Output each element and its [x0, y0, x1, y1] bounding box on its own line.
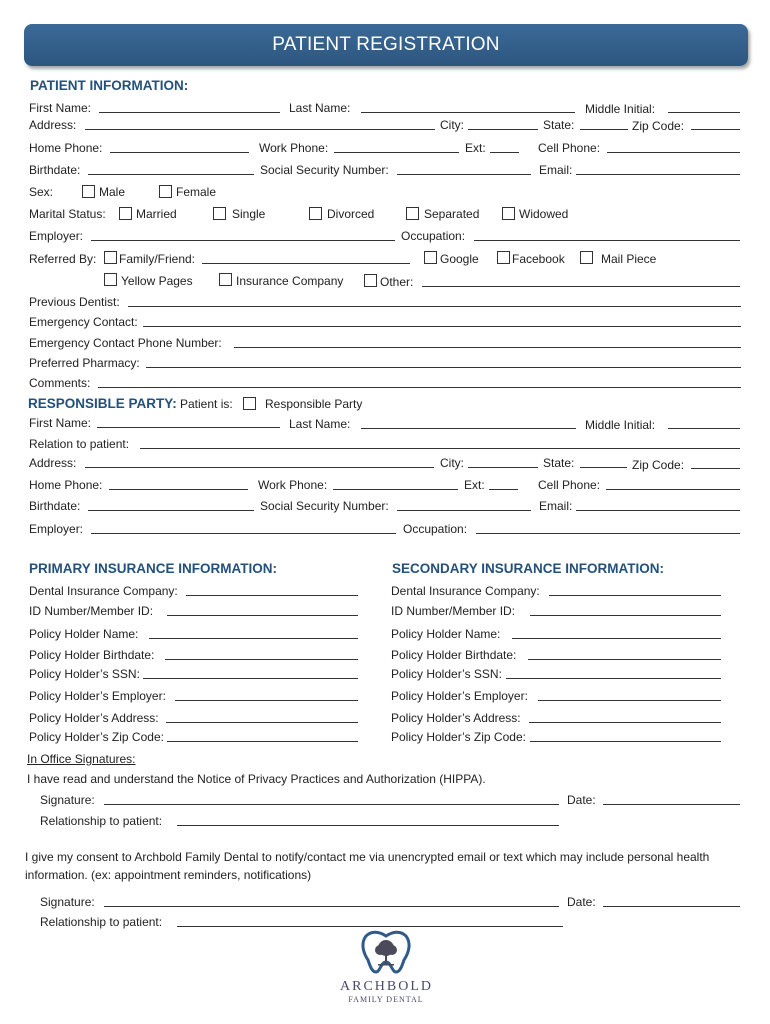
referred-by-label: Referred By: — [29, 252, 97, 266]
cell-phone-field[interactable] — [607, 152, 740, 153]
rp-occupation-field[interactable] — [476, 533, 740, 534]
google-label: Google — [440, 252, 479, 266]
rp-state-field[interactable] — [580, 467, 627, 468]
employer-label: Employer: — [29, 229, 84, 243]
primary-dental-company-field[interactable] — [186, 595, 358, 596]
insurance-company-label: Insurance Company — [236, 274, 344, 288]
previous-dentist-field[interactable] — [128, 306, 741, 307]
yellow-pages-checkbox[interactable] — [104, 273, 117, 286]
page-banner — [24, 24, 748, 66]
secondary-dental-company-field[interactable] — [549, 595, 721, 596]
single-checkbox[interactable] — [213, 207, 226, 220]
single-label: Single — [232, 207, 266, 221]
primary-holder-name-field[interactable] — [149, 638, 358, 639]
consent-relationship-field[interactable] — [177, 926, 563, 927]
middle-initial-field[interactable] — [668, 112, 740, 113]
rp-cell-phone-field[interactable] — [606, 489, 740, 490]
rp-ext-field[interactable] — [489, 489, 518, 490]
last-name-field[interactable] — [361, 112, 575, 113]
rp-middle-initial-field[interactable] — [668, 428, 740, 429]
rp-zip-label: Zip Code: — [632, 458, 685, 472]
employer-field[interactable] — [91, 240, 395, 241]
hippa-date-field[interactable] — [603, 804, 740, 805]
occupation-field[interactable] — [474, 240, 740, 241]
rp-birthdate-field[interactable] — [88, 510, 254, 511]
birthdate-label: Birthdate: — [29, 163, 81, 177]
tooth-tree-icon — [358, 930, 414, 974]
rp-home-phone-label: Home Phone: — [29, 478, 103, 492]
secondary-field-label: Policy Holder’s SSN: — [391, 667, 502, 681]
female-label: Female — [176, 185, 217, 199]
emergency-contact-field[interactable] — [143, 326, 741, 327]
female-checkbox[interactable] — [159, 185, 172, 198]
rp-city-field[interactable] — [468, 467, 538, 468]
logo-subtitle: FAMILY DENTAL — [348, 995, 424, 1004]
insurance-company-checkbox[interactable] — [219, 273, 232, 286]
family-friend-field[interactable] — [202, 263, 410, 264]
primary-holder-ssn-field[interactable] — [143, 678, 358, 679]
secondary-holder-ssn-field[interactable] — [506, 678, 721, 679]
male-checkbox[interactable] — [82, 185, 95, 198]
consent-statement: I give my consent to Archbold Family Dental to notify/contact me via unencrypted email or text which may include personal health information. (ex: appointment reminders, notifications) — [25, 850, 710, 882]
relationship-label: Relationship to patient: — [40, 814, 163, 828]
first-name-label: First Name: — [29, 101, 92, 115]
sex-label: Sex: — [29, 185, 54, 199]
hippa-statement: I have read and understand the Notice of Privacy Practices and Authorization (HIPPA). — [27, 772, 486, 786]
responsible-party-checkbox[interactable] — [243, 397, 256, 410]
yellow-pages-label: Yellow Pages — [121, 274, 193, 288]
primary-field-label: Policy Holder’s Address: — [29, 711, 159, 725]
divorced-label: Divorced — [327, 207, 375, 221]
ssn-field[interactable] — [397, 174, 531, 175]
signature-label: Signature: — [40, 895, 95, 909]
divorced-checkbox[interactable] — [309, 207, 322, 220]
rp-work-phone-label: Work Phone: — [258, 478, 328, 492]
secondary-field-label: Dental Insurance Company: — [391, 584, 540, 598]
other-label: Other: — [380, 275, 414, 289]
responsible-party-heading: RESPONSIBLE PARTY: — [28, 396, 177, 411]
primary-holder-zip-field[interactable] — [167, 741, 358, 742]
rp-email-field[interactable] — [576, 510, 740, 511]
rp-birthdate-label: Birthdate: — [29, 499, 81, 513]
comments-label: Comments: — [29, 376, 91, 390]
secondary-holder-employer-field[interactable] — [538, 700, 721, 701]
rp-relation-label: Relation to patient: — [29, 437, 130, 451]
rp-ssn-field[interactable] — [397, 510, 531, 511]
rp-home-phone-field[interactable] — [109, 489, 248, 490]
rp-first-name-label: First Name: — [29, 416, 92, 430]
previous-dentist-label: Previous Dentist: — [29, 295, 120, 309]
primary-holder-birthdate-field[interactable] — [165, 659, 358, 660]
rp-ssn-label: Social Security Number: — [260, 499, 389, 513]
family-friend-checkbox[interactable] — [104, 251, 117, 264]
secondary-field-label: Policy Holder’s Employer: — [391, 689, 528, 703]
emergency-phone-label: Emergency Contact Phone Number: — [29, 336, 222, 350]
primary-field-label: Dental Insurance Company: — [29, 584, 178, 598]
primary-holder-employer-field[interactable] — [175, 700, 358, 701]
facebook-label: Facebook — [512, 252, 565, 266]
primary-field-label: Policy Holder Name: — [29, 627, 139, 641]
widowed-label: Widowed — [519, 207, 569, 221]
emergency-phone-field[interactable] — [234, 347, 741, 348]
work-phone-field[interactable] — [334, 152, 459, 153]
primary-field-label: Policy Holder’s Employer: — [29, 689, 166, 703]
widowed-checkbox[interactable] — [502, 207, 515, 220]
zip-label: Zip Code: — [632, 119, 685, 133]
rp-last-name-field[interactable] — [361, 428, 576, 429]
marital-status-label: Marital Status: — [29, 207, 106, 221]
rp-first-name-field[interactable] — [97, 427, 280, 428]
hippa-relationship-field[interactable] — [177, 825, 559, 826]
secondary-field-label: Policy Holder Name: — [391, 627, 501, 641]
middle-initial-label: Middle Initial: — [585, 102, 656, 116]
family-friend-label: Family/Friend: — [119, 252, 196, 266]
rp-employer-label: Employer: — [29, 522, 84, 536]
work-phone-label: Work Phone: — [259, 141, 329, 155]
other-field[interactable] — [422, 286, 740, 287]
consent-date-field[interactable] — [603, 906, 740, 907]
address-label: Address: — [29, 118, 77, 132]
mail-piece-checkbox[interactable] — [580, 251, 593, 264]
rp-state-label: State: — [543, 456, 575, 470]
page-title: PATIENT REGISTRATION — [272, 34, 500, 55]
primary-field-label: ID Number/Member ID: — [29, 604, 154, 618]
rp-cell-phone-label: Cell Phone: — [538, 478, 601, 492]
rp-employer-field[interactable] — [91, 533, 396, 534]
state-field[interactable] — [580, 129, 628, 130]
secondary-holder-zip-field[interactable] — [530, 741, 721, 742]
state-label: State: — [543, 118, 575, 132]
emergency-contact-label: Emergency Contact: — [29, 315, 138, 329]
city-field[interactable] — [468, 129, 538, 130]
rp-middle-initial-label: Middle Initial: — [585, 418, 656, 432]
email-label: Email: — [539, 163, 573, 177]
date-label: Date: — [567, 793, 596, 807]
hippa-signature-field[interactable] — [104, 804, 559, 805]
rp-work-phone-field[interactable] — [333, 489, 458, 490]
primary-insurance-heading: PRIMARY INSURANCE INFORMATION: — [29, 561, 277, 576]
occupation-label: Occupation: — [401, 229, 466, 243]
married-label: Married — [136, 207, 177, 221]
in-office-signatures-heading: In Office Signatures: — [27, 752, 136, 766]
first-name-field[interactable] — [99, 112, 280, 113]
rp-relation-field[interactable] — [140, 448, 740, 449]
secondary-field-label: Policy Holder Birthdate: — [391, 648, 517, 662]
rp-occupation-label: Occupation: — [403, 522, 468, 536]
relationship-label: Relationship to patient: — [40, 915, 163, 929]
separated-checkbox[interactable] — [406, 207, 419, 220]
ext-field[interactable] — [490, 152, 519, 153]
cell-phone-label: Cell Phone: — [538, 141, 601, 155]
secondary-holder-name-field[interactable] — [512, 638, 721, 639]
zip-field[interactable] — [691, 129, 740, 130]
rp-email-label: Email: — [539, 499, 573, 513]
secondary-holder-birthdate-field[interactable] — [528, 659, 721, 660]
last-name-label: Last Name: — [289, 101, 351, 115]
secondary-field-label: ID Number/Member ID: — [391, 604, 516, 618]
patient-is-label: Patient is: — [180, 397, 233, 411]
primary-holder-address-field[interactable] — [166, 722, 358, 723]
male-label: Male — [99, 185, 126, 199]
home-phone-field[interactable] — [110, 152, 249, 153]
city-label: City: — [440, 118, 464, 132]
archbold-logo — [340, 930, 432, 1004]
comments-field[interactable] — [98, 387, 741, 388]
mail-piece-label: Mail Piece — [601, 252, 657, 266]
secondary-insurance-heading: SECONDARY INSURANCE INFORMATION: — [392, 561, 665, 576]
birthdate-field[interactable] — [88, 174, 254, 175]
rp-ext-label: Ext: — [464, 478, 485, 492]
facebook-checkbox[interactable] — [497, 251, 510, 264]
secondary-holder-address-field[interactable] — [529, 722, 721, 723]
preferred-pharmacy-label: Preferred Pharmacy: — [29, 356, 140, 370]
primary-field-label: Policy Holder’s SSN: — [29, 667, 140, 681]
married-checkbox[interactable] — [119, 207, 132, 220]
ext-label: Ext: — [465, 141, 486, 155]
logo-name: ARCHBOLD — [340, 979, 434, 994]
email-field[interactable] — [576, 174, 740, 175]
google-checkbox[interactable] — [424, 251, 437, 264]
other-checkbox[interactable] — [364, 274, 377, 287]
rp-last-name-label: Last Name: — [289, 417, 351, 431]
consent-signature-field[interactable] — [104, 906, 559, 907]
primary-field-label: Policy Holder’s Zip Code: — [29, 730, 164, 744]
date-label: Date: — [567, 895, 596, 909]
rp-city-label: City: — [440, 456, 464, 470]
primary-member-id-field[interactable] — [167, 615, 358, 616]
separated-label: Separated — [424, 207, 480, 221]
patient-info-heading: PATIENT INFORMATION: — [30, 78, 189, 93]
secondary-field-label: Policy Holder’s Address: — [391, 711, 521, 725]
primary-field-label: Policy Holder Birthdate: — [29, 648, 155, 662]
preferred-pharmacy-field[interactable] — [146, 367, 741, 368]
signature-label: Signature: — [40, 793, 95, 807]
secondary-field-label: Policy Holder’s Zip Code: — [391, 730, 526, 744]
responsible-party-label: Responsible Party — [265, 397, 363, 411]
address-field[interactable] — [85, 129, 435, 130]
rp-address-label: Address: — [29, 456, 77, 470]
rp-address-field[interactable] — [85, 467, 434, 468]
secondary-member-id-field[interactable] — [530, 615, 721, 616]
home-phone-label: Home Phone: — [29, 141, 103, 155]
ssn-label: Social Security Number: — [260, 163, 389, 177]
rp-zip-field[interactable] — [691, 468, 740, 469]
